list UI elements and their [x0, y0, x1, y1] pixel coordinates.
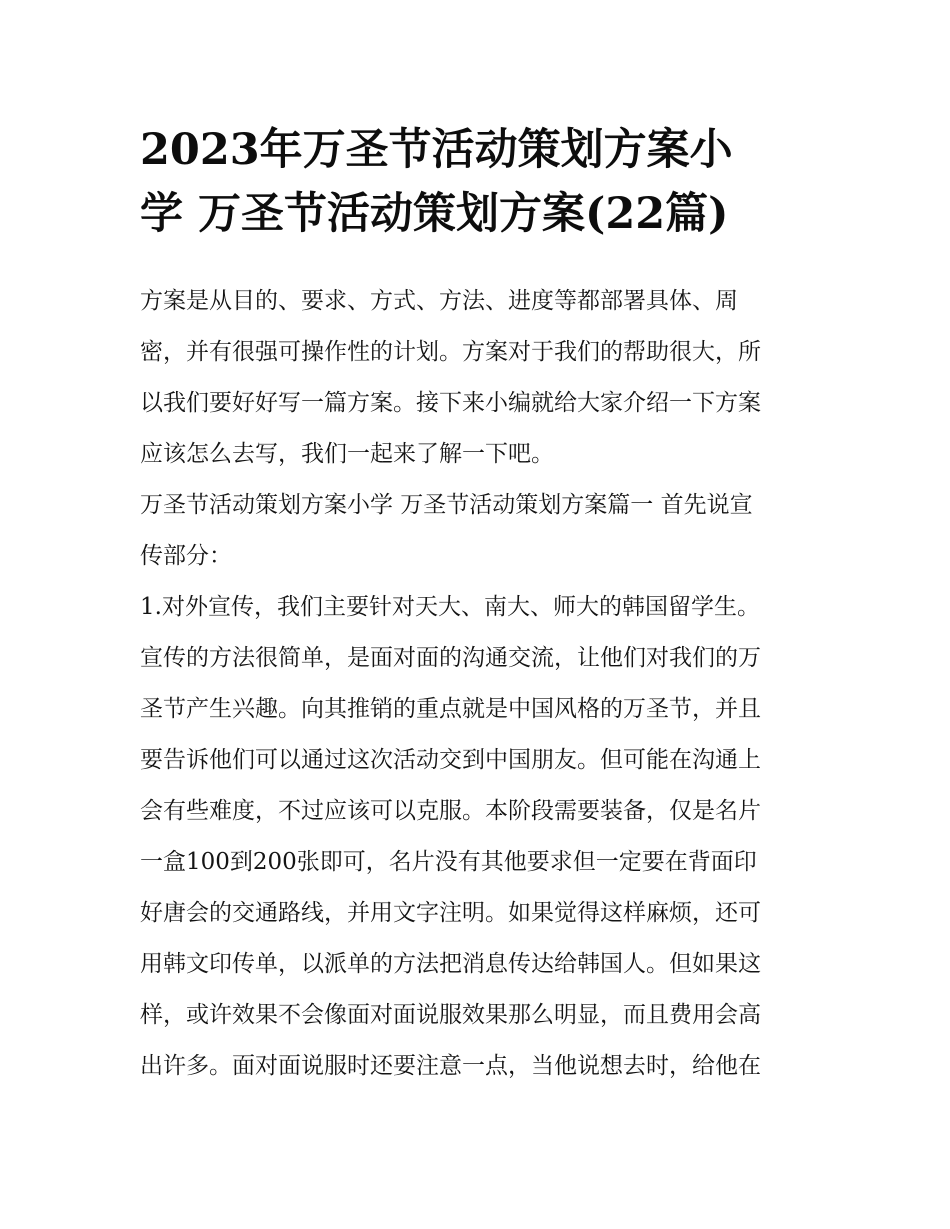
section-heading-line: 传部分： — [140, 543, 232, 569]
body-line: 应该怎么去写，我们一起来了解一下吧。 — [140, 441, 554, 467]
body-line: 样，或许效果不会像面对面说服效果那么明显，而且费用会高 — [140, 1002, 761, 1028]
body-line: 一盒100到200张即可，名片没有其他要求但一定要在背面印 — [140, 849, 757, 875]
body-line: 要告诉他们可以通过这次活动交到中国朋友。但可能在沟通上 — [140, 747, 761, 773]
page-title — [140, 118, 820, 246]
body-line: 方案是从目的、要求、方式、方法、进度等都部署具体、周 — [140, 288, 738, 314]
body-line: 1.对外宣传，我们主要针对天大、南大、师大的韩国留学生。 — [140, 594, 760, 620]
title-line-1: 2023年万圣节活动策划方案小 — [140, 125, 733, 175]
body-line: 出许多。面对面说服时还要注意一点，当他说想去时，给他在 — [140, 1053, 761, 1079]
title-line-2: 学 万圣节活动策划方案(22篇) — [140, 189, 729, 239]
body-line: 宣传的方法很简单，是面对面的沟通交流，让他们对我们的万 — [140, 645, 761, 671]
section-heading-line: 万圣节活动策划方案小学 万圣节活动策划方案篇一 首先说宣 — [140, 492, 753, 518]
body-line: 好唐会的交通路线，并用文字注明。如果觉得这样麻烦，还可 — [140, 900, 761, 926]
body-line: 会有些难度，不过应该可以克服。本阶段需要装备，仅是名片 — [140, 798, 761, 824]
body-line: 以我们要好好写一篇方案。接下来小编就给大家介绍一下方案 — [140, 390, 761, 416]
body-line: 用韩文印传单，以派单的方法把消息传达给韩国人。但如果这 — [140, 951, 761, 977]
body-text — [140, 276, 820, 1092]
body-line: 密，并有很强可操作性的计划。方案对于我们的帮助很大，所 — [140, 339, 761, 365]
body-line: 圣节产生兴趣。向其推销的重点就是中国风格的万圣节，并且 — [140, 696, 761, 722]
